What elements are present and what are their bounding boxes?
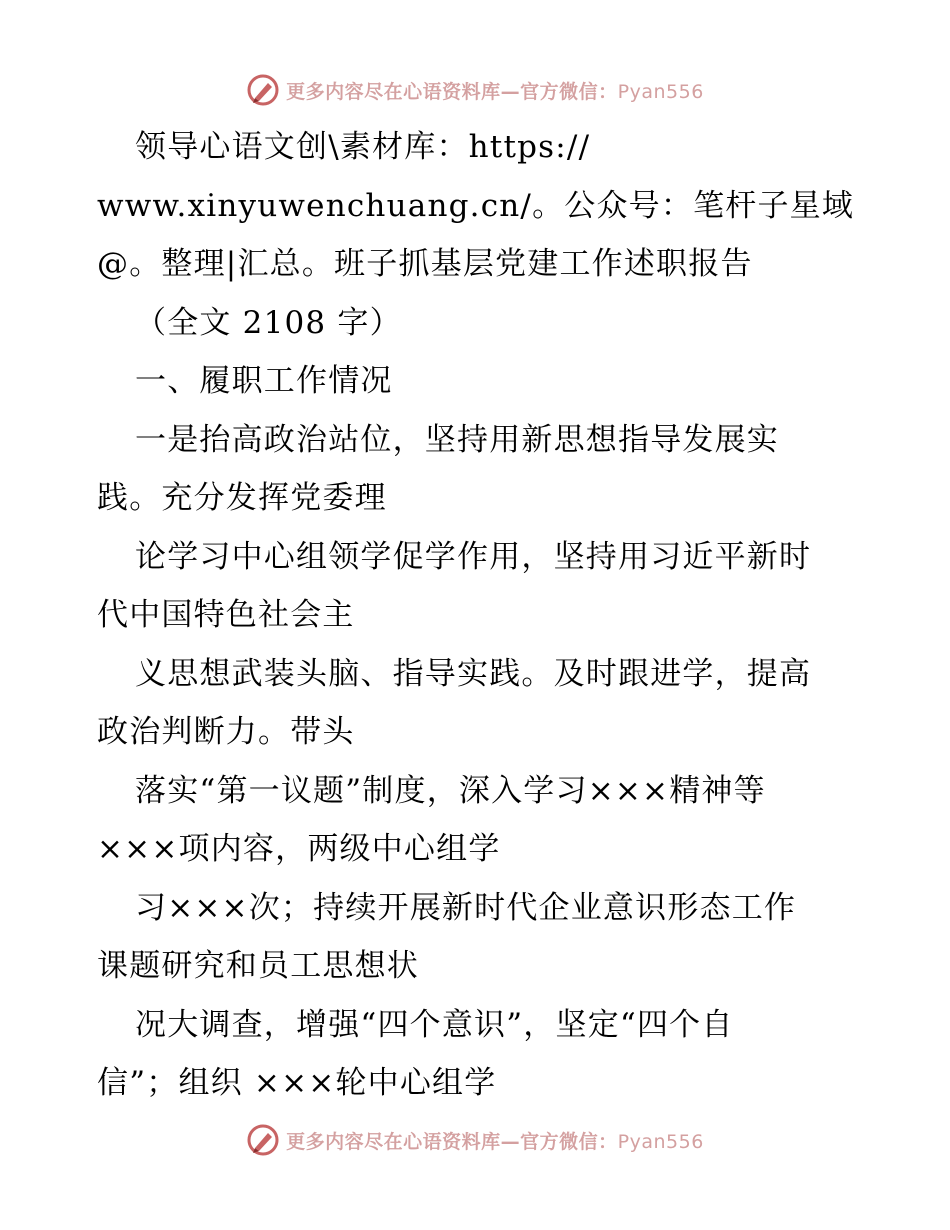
text-line: 信”；组织 ×××轮中心组学 [97,1065,497,1101]
text-line: 习×××次；持续开展新时代企业意识形态工作 [135,889,797,926]
pen-logo-icon [246,1123,280,1157]
text-line: 领导心语文创\素材库：https:// [135,129,591,165]
document-body [97,118,857,1113]
text-line: 落实“第一议题”制度，深入学习×××精神等 [135,772,766,809]
banner-text [286,77,704,104]
banner-inner [246,1123,704,1157]
text-line: 论学习中心组领学促学作用，坚持用习近平新时 [135,538,812,575]
text-line: 践。充分发挥党委理 [97,480,387,516]
footer-watermark-banner [0,1120,950,1160]
banner-text [286,1127,704,1154]
text-line: （全文 2108 字） [135,304,402,341]
section-heading: 一、履职工作情况 [135,363,393,399]
banner-wechat-id: Pyan556 [617,80,704,103]
text-line: 况大调查，增强“四个意识”，坚定“四个自 [135,1006,734,1043]
banner-inner [246,73,704,107]
text-line: 课题研究和员工思想状 [97,948,419,984]
banner-slogan: 更多内容尽在心语资料库—官方微信： [286,80,618,103]
text-line: www.xinyuwenchuang.cn/。公众号：笔杆子星域 [97,187,855,224]
banner-slogan: 更多内容尽在心语资料库—官方微信： [286,1130,618,1153]
banner-wechat-id: Pyan556 [617,1130,704,1153]
header-watermark-banner [0,70,950,110]
pen-logo-icon [246,73,280,107]
text-line: 一是抬高政治站位，坚持用新思想指导发展实 [135,421,779,458]
text-line: @。整理|汇总。班子抓基层党建工作述职报告 [97,246,753,282]
text-line: 政治判断力。带头 [97,714,355,750]
text-line: 义思想武装头脑、指导实践。及时跟进学，提高 [135,655,812,692]
text-line: ×××项内容，两级中心组学 [97,831,501,867]
text-line: 代中国特色社会主 [97,597,355,633]
